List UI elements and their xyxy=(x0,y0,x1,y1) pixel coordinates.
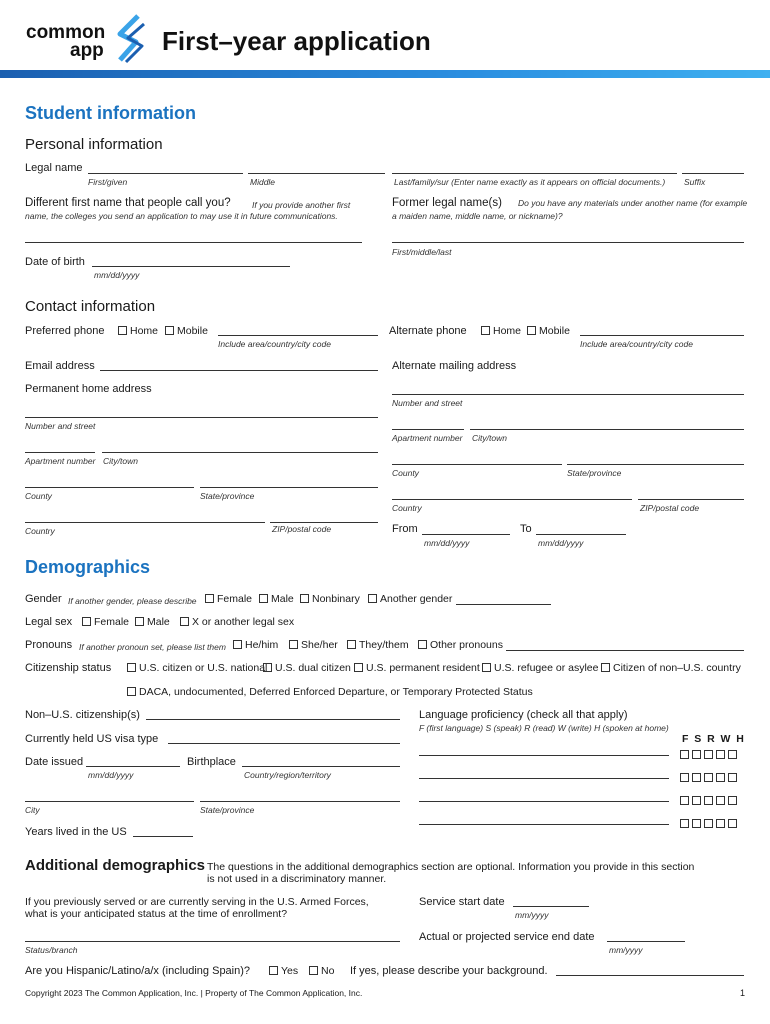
lang-field[interactable] xyxy=(419,801,669,802)
option-label: Nonbinary xyxy=(312,593,360,605)
date-issued-field[interactable] xyxy=(86,766,180,767)
alt-state-hint: State/province xyxy=(567,468,622,478)
option-label: U.S. permanent resident xyxy=(366,662,480,674)
alt-phone-mobile-option[interactable] xyxy=(527,325,570,337)
legal-sex-female-option[interactable] xyxy=(82,616,129,628)
pronoun-other-option[interactable] xyxy=(418,639,503,651)
dob-label: Date of birth xyxy=(25,256,85,268)
to-date-field[interactable] xyxy=(536,534,626,535)
hispanic-question: Are you Hispanic/Latino/a/x (including Spain)? xyxy=(25,965,251,977)
armed-forces-q2: what is your anticipated status at the time of enrollment? xyxy=(25,908,288,920)
service-start-hint: mm/yyyy xyxy=(515,910,549,920)
checkbox[interactable] xyxy=(601,663,610,672)
contact-heading: Contact information xyxy=(25,298,156,315)
gender-female-option[interactable] xyxy=(205,593,252,605)
legal-name-label: Legal name xyxy=(25,162,83,174)
checkbox[interactable] xyxy=(692,796,701,805)
logo-mark-icon xyxy=(108,14,148,64)
option-label: U.S. citizen or U.S. national xyxy=(139,662,268,674)
alt-country-field[interactable] xyxy=(392,499,632,500)
checkbox[interactable] xyxy=(704,796,713,805)
option-label: Home xyxy=(130,325,159,337)
checkbox[interactable] xyxy=(680,773,689,782)
option-label: U.S. refugee or asylee xyxy=(494,662,599,674)
perm-street-field[interactable] xyxy=(25,417,378,418)
service-start-field[interactable] xyxy=(513,906,589,907)
cit-permanent-option[interactable] xyxy=(354,662,480,674)
option-label: She/her xyxy=(301,639,338,651)
from-date-hint: mm/dd/yyyy xyxy=(424,538,470,548)
former-name-label: Former legal name(s) xyxy=(392,197,502,209)
years-lived-field[interactable] xyxy=(133,836,193,837)
footer-copyright: Copyright 2023 The Common Application, Inc. | Property of The Common Application, Inc. xyxy=(25,988,363,998)
perm-home-label: Permanent home address xyxy=(25,383,152,395)
to-label: To xyxy=(520,523,532,535)
checkbox[interactable] xyxy=(259,594,268,603)
alt-county-field[interactable] xyxy=(392,464,562,465)
date-issued-hint: mm/dd/yyyy xyxy=(88,770,134,780)
checkbox[interactable] xyxy=(716,819,725,828)
suffix-hint: Suffix xyxy=(684,177,706,187)
last-name-field[interactable] xyxy=(392,173,677,174)
service-end-field[interactable] xyxy=(607,941,685,942)
checkbox[interactable] xyxy=(704,750,713,759)
option-label: DACA, undocumented, Deferred Enforced Departure, or Temporary Protected Status xyxy=(139,686,533,698)
service-start-label: Service start date xyxy=(419,896,505,908)
years-lived-label: Years lived in the US xyxy=(25,826,127,838)
pref-phone-home-option[interactable] xyxy=(118,325,158,337)
alt-country-hint: Country xyxy=(392,503,422,513)
to-date-hint: mm/dd/yyyy xyxy=(538,538,584,548)
non-us-label: Non–U.S. citizenship(s) xyxy=(25,709,140,721)
checkbox[interactable] xyxy=(127,687,136,696)
alt-city-hint: City/town xyxy=(472,433,507,443)
checkbox[interactable] xyxy=(692,819,701,828)
option-label: Female xyxy=(94,616,130,628)
hispanic-no-option[interactable] xyxy=(309,965,334,977)
alt-phone-hint: Include area/country/city code xyxy=(580,339,693,349)
checkbox[interactable] xyxy=(368,594,377,603)
checkbox[interactable] xyxy=(418,640,427,649)
gender-male-option[interactable] xyxy=(259,593,294,605)
date-issued-label: Date issued xyxy=(25,756,84,768)
personal-info-heading: Personal information xyxy=(25,136,163,153)
status-branch-hint: Status/branch xyxy=(25,945,78,955)
birthplace-city-hint: City xyxy=(25,805,40,815)
first-given-hint: First/given xyxy=(88,177,128,187)
checkbox[interactable] xyxy=(269,966,278,975)
lang-checkboxes xyxy=(680,745,740,763)
checkbox[interactable] xyxy=(165,326,174,335)
checkbox[interactable] xyxy=(347,640,356,649)
option-label: Female xyxy=(217,593,253,605)
birthplace-state-hint: State/province xyxy=(200,805,255,815)
last-family-hint: Last/family/sur (Enter name exactly as it appears on official documents.) xyxy=(394,177,666,187)
first-name-field[interactable] xyxy=(88,173,243,174)
lang-checkboxes xyxy=(680,814,740,832)
birthplace-city-field[interactable] xyxy=(25,801,194,802)
alt-street-hint: Number and street xyxy=(392,398,463,408)
alt-mailing-label: Alternate mailing address xyxy=(392,360,517,372)
lang-hint: F (first language) S (speak) R (read) W (write) H (spoken at home) xyxy=(419,723,669,733)
checkbox[interactable] xyxy=(728,750,737,759)
option-label: Yes xyxy=(281,965,299,977)
pref-phone-label: Preferred phone xyxy=(25,325,105,337)
perm-apt-hint: Apartment number xyxy=(25,456,96,466)
alt-city-field[interactable] xyxy=(470,429,744,430)
additional-note-1: The questions in the additional demographics section are optional. Information you provide in this section xyxy=(207,861,695,873)
checkbox[interactable] xyxy=(180,617,189,626)
pronoun-they-option[interactable] xyxy=(347,639,409,651)
lang-columns: F S R W H xyxy=(682,733,744,745)
option-label: Mobile xyxy=(177,325,208,337)
alt-apt-field[interactable] xyxy=(392,429,464,430)
middle-name-field[interactable] xyxy=(248,173,385,174)
legal-sex-x-option[interactable] xyxy=(180,616,294,628)
email-label: Email address xyxy=(25,360,95,372)
checkbox[interactable] xyxy=(82,617,91,626)
perm-city-hint: City/town xyxy=(103,456,138,466)
former-hint-1: Do you have any materials under another name (for example xyxy=(518,198,748,208)
checkbox[interactable] xyxy=(127,663,136,672)
perm-city-field[interactable] xyxy=(102,452,378,453)
checkbox[interactable] xyxy=(692,773,701,782)
pronoun-he-option[interactable] xyxy=(233,639,278,651)
cit-refugee-option[interactable] xyxy=(482,662,598,674)
checkbox[interactable] xyxy=(263,663,272,672)
perm-zip-hint: ZIP/postal code xyxy=(272,524,332,534)
checkbox[interactable] xyxy=(233,640,242,649)
checkbox[interactable] xyxy=(482,663,491,672)
option-label: Male xyxy=(271,593,294,605)
legal-sex-label: Legal sex xyxy=(25,616,73,628)
birthplace-country-field[interactable] xyxy=(242,766,400,767)
former-hint-2: a maiden name, middle name, or nickname)? xyxy=(392,211,563,221)
phone-hint: Include area/country/city code xyxy=(218,339,331,349)
perm-state-hint: State/province xyxy=(200,491,255,501)
citizenship-label: Citizenship status xyxy=(25,662,112,674)
additional-note-2: is not used in a discriminatory manner. xyxy=(207,873,387,885)
perm-county-field[interactable] xyxy=(25,487,194,488)
gender-label: Gender xyxy=(25,593,62,605)
alt-zip-field[interactable] xyxy=(638,499,744,500)
alt-street-field[interactable] xyxy=(392,394,744,395)
checkbox[interactable] xyxy=(680,819,689,828)
lang-checkboxes xyxy=(680,768,740,786)
checkbox[interactable] xyxy=(118,326,127,335)
perm-county-hint: County xyxy=(25,491,52,501)
checkbox[interactable] xyxy=(704,773,713,782)
diff-name-hint-1: If you provide another first xyxy=(252,200,351,210)
pronoun-she-option[interactable] xyxy=(289,639,338,651)
option-label: U.S. dual citizen xyxy=(275,662,351,674)
alt-state-field[interactable] xyxy=(567,464,744,465)
dob-hint: mm/dd/yyyy xyxy=(94,270,140,280)
cit-us-option[interactable] xyxy=(127,662,267,674)
option-label: Home xyxy=(493,325,522,337)
suffix-field[interactable] xyxy=(682,173,744,174)
option-label: Mobile xyxy=(539,325,570,337)
email-field[interactable] xyxy=(100,370,378,371)
option-label: X or another legal sex xyxy=(192,616,295,628)
lang-checkboxes xyxy=(680,791,740,809)
alt-zip-hint: ZIP/postal code xyxy=(640,503,700,513)
checkbox[interactable] xyxy=(680,750,689,759)
lang-field[interactable] xyxy=(419,755,669,756)
dob-field[interactable] xyxy=(92,266,290,267)
from-label: From xyxy=(392,523,418,535)
gender-another-option[interactable] xyxy=(368,593,452,605)
perm-country-hint: Country xyxy=(25,526,55,536)
checkbox[interactable] xyxy=(680,796,689,805)
pronouns-hint: If another pronoun set, please list them xyxy=(79,642,226,652)
service-end-label: Actual or projected service end date xyxy=(419,931,595,943)
additional-heading: Additional demographics xyxy=(25,857,206,874)
gender-hint: If another gender, please describe xyxy=(68,596,197,606)
student-info-heading: Student information xyxy=(25,103,196,123)
middle-hint: Middle xyxy=(250,177,276,187)
option-label: Another gender xyxy=(380,593,453,605)
checkbox[interactable] xyxy=(309,966,318,975)
logo-text-top: common xyxy=(26,22,106,43)
perm-country-field[interactable] xyxy=(25,522,265,523)
perm-street-hint: Number and street xyxy=(25,421,96,431)
option-label: Citizen of non–U.S. country xyxy=(613,662,741,674)
checkbox[interactable] xyxy=(716,773,725,782)
from-date-field[interactable] xyxy=(422,534,510,535)
checkbox[interactable] xyxy=(289,640,298,649)
checkbox[interactable] xyxy=(716,750,725,759)
former-name-field[interactable] xyxy=(392,242,744,243)
alt-phone-field[interactable] xyxy=(580,335,744,336)
checkbox[interactable] xyxy=(205,594,214,603)
perm-state-field[interactable] xyxy=(200,487,378,488)
birthplace-label: Birthplace xyxy=(187,756,236,768)
checkbox[interactable] xyxy=(354,663,363,672)
checkbox[interactable] xyxy=(527,326,536,335)
option-label: Male xyxy=(147,616,170,628)
checkbox[interactable] xyxy=(135,617,144,626)
cit-nonus-option[interactable] xyxy=(601,662,741,674)
alt-county-hint: County xyxy=(392,468,419,478)
checkbox[interactable] xyxy=(704,819,713,828)
checkbox[interactable] xyxy=(300,594,309,603)
visa-field[interactable] xyxy=(168,743,400,744)
first-middle-last-hint: First/middle/last xyxy=(392,247,452,257)
hispanic-describe-field[interactable] xyxy=(556,975,744,976)
page-title: First–year application xyxy=(162,26,431,56)
service-end-hint: mm/yyyy xyxy=(609,945,643,955)
hispanic-yes-option[interactable] xyxy=(269,965,298,977)
perm-apt-field[interactable] xyxy=(25,452,95,453)
pronoun-other-field[interactable] xyxy=(506,650,744,651)
checkbox[interactable] xyxy=(728,819,737,828)
option-label: They/them xyxy=(359,639,409,651)
diff-name-hint-2: name, the colleges you send an application to may use it in future communications. xyxy=(25,211,338,221)
option-label: No xyxy=(321,965,335,977)
header-bar xyxy=(0,70,770,78)
status-branch-field[interactable] xyxy=(25,941,400,942)
lang-title: Language proficiency (check all that apply) xyxy=(419,709,628,721)
demographics-heading: Demographics xyxy=(25,557,151,577)
pref-phone-field[interactable] xyxy=(218,335,378,336)
hispanic-describe-label: If yes, please describe your background. xyxy=(350,965,548,977)
pronouns-label: Pronouns xyxy=(25,639,73,651)
cit-dual-option[interactable] xyxy=(263,662,351,674)
birthplace-state-field[interactable] xyxy=(200,801,400,802)
perm-zip-field[interactable] xyxy=(270,522,378,523)
lang-field[interactable] xyxy=(419,778,669,779)
checkbox[interactable] xyxy=(692,750,701,759)
checkbox[interactable] xyxy=(716,796,725,805)
diff-name-label: Different first name that people call you? xyxy=(25,197,231,209)
checkbox[interactable] xyxy=(481,326,490,335)
lang-field[interactable] xyxy=(419,824,669,825)
page-number: 1 xyxy=(740,988,746,998)
diff-name-field[interactable] xyxy=(25,242,362,243)
pref-phone-mobile-option[interactable] xyxy=(165,325,208,337)
legal-sex-male-option[interactable] xyxy=(135,616,170,628)
alt-apt-hint: Apartment number xyxy=(392,433,463,443)
alt-phone-home-option[interactable] xyxy=(481,325,521,337)
cit-daca-option[interactable] xyxy=(127,686,533,698)
gender-nonbinary-option[interactable] xyxy=(300,593,360,605)
non-us-field[interactable] xyxy=(146,719,400,720)
gender-describe-field[interactable] xyxy=(456,604,551,605)
checkbox[interactable] xyxy=(728,773,737,782)
checkbox[interactable] xyxy=(728,796,737,805)
option-label: Other pronouns xyxy=(430,639,503,651)
visa-label: Currently held US visa type xyxy=(25,733,159,745)
option-label: He/him xyxy=(245,639,279,651)
logo-text-bottom: app xyxy=(70,40,104,61)
armed-forces-q1: If you previously served or are currently serving in the U.S. Armed Forces, xyxy=(25,896,369,908)
birthplace-country-hint: Country/region/territory xyxy=(244,770,331,780)
alt-phone-label: Alternate phone xyxy=(389,325,467,337)
